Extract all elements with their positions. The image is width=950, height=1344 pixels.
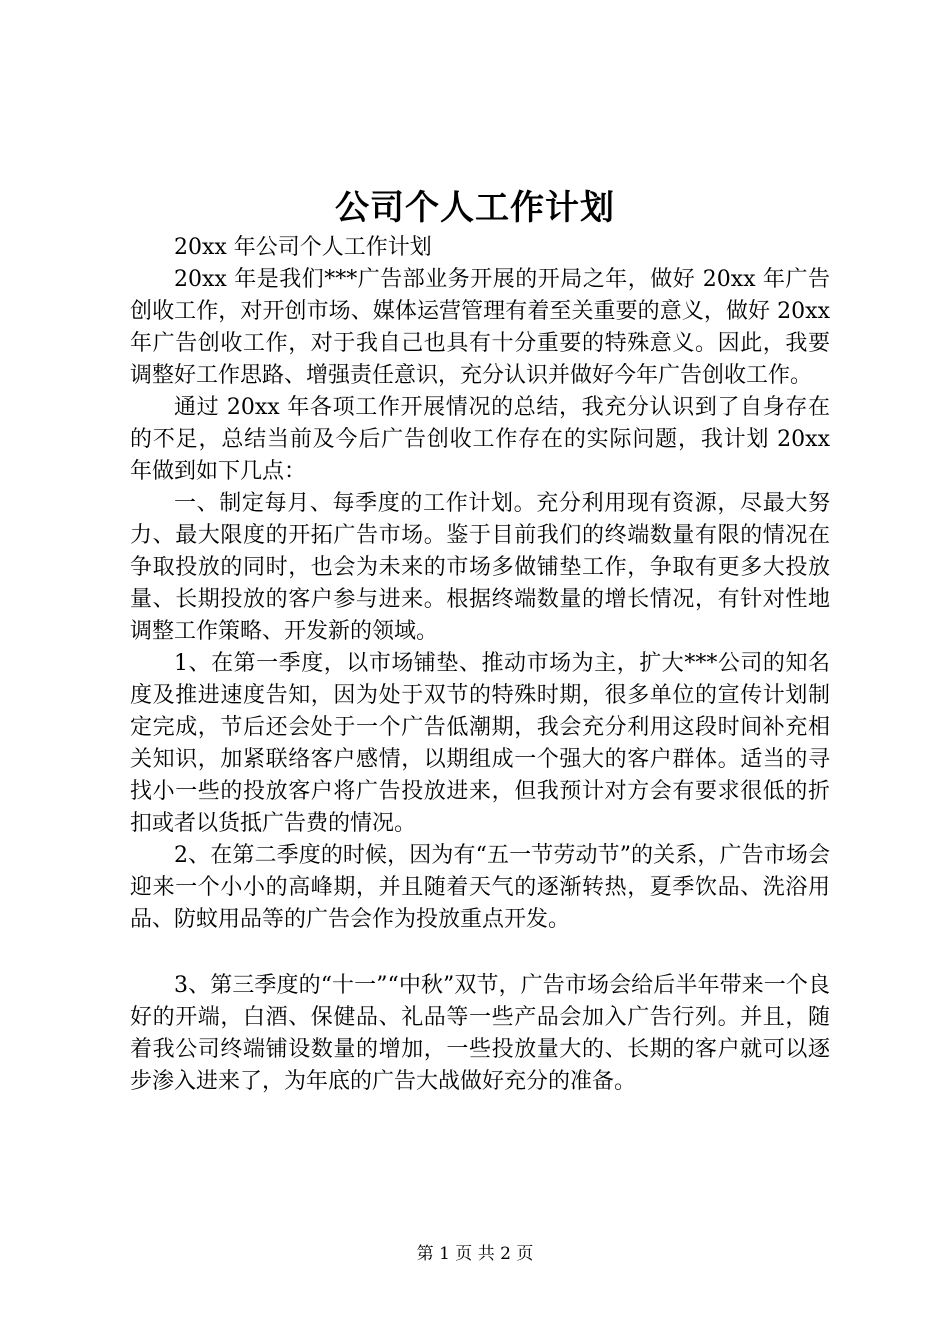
page-footer: 第 1 页 共 2 页: [416, 1244, 534, 1264]
paragraph-spacer: [130, 936, 830, 970]
document-body: [130, 232, 830, 1098]
subtitle-paragraph: 20xx 年公司个人工作计划: [174, 235, 432, 260]
q2-paragraph: 2、在第二季度的时候，因为有“五一节劳动节”的关系，广告市场会迎来一个小小的高峰期，并且随着天气的逐渐转热，夏季饮品、洗浴用品、防蚊用品等的广告会作为投放重点开发。: [130, 843, 830, 932]
q3-paragraph: 3、第三季度的“十一”“中秋”双节，广告市场会给后半年带来一个良好的开端，白酒、保健品、礼品等一些产品会加入广告行列。并且，随着我公司终端铺设数量的增加，一些投放量大的、长期的客户就可以逐步渗入进来了，为年底的广告大战做好充分的准备。: [130, 973, 830, 1094]
plan-paragraph: 一、制定每月、每季度的工作计划。充分利用现有资源，尽最大努力、最大限度的开拓广告市场。鉴于目前我们的终端数量有限的情况在争取投放的同时，也会为未来的市场多做铺垫工作，争取有更多大投放量、长期投放的客户参与进来。根据终端数量的增长情况，有针对性地调整工作策略、开发新的领域。: [130, 491, 830, 644]
summary-paragraph: 通过 20xx 年各项工作开展情况的总结，我充分认识到了自身存在的不足，总结当前及今后广告创收工作存在的实际问题，我计划 20xx 年做到如下几点：: [130, 395, 830, 484]
document-title: 公司个人工作计划: [335, 188, 615, 228]
intro-paragraph: 20xx 年是我们***广告部业务开展的开局之年，做好 20xx 年广告创收工作，对开创市场、媒体运营管理有着至关重要的意义，做好 20xx 年广告创收工作，对于我自己也具有十分重要的特殊意义。因此，我要调整好工作思路、增强责任意识，充分认识并做好今年广告创收工作。: [130, 267, 830, 388]
q1-paragraph: 1、在第一季度，以市场铺垫、推动市场为主，扩大***公司的知名度及推进速度告知，因为处于双节的特殊时期，很多单位的宣传计划制定完成，节后还会处于一个广告低潮期，我会充分利用这段时间补充相关知识，加紧联络客户感情，以期组成一个强大的客户群体。适当的寻找小一些的投放客户将广告投放进来，但我预计对方会有要求很低的折扣或者以货抵广告费的情况。: [130, 651, 830, 836]
